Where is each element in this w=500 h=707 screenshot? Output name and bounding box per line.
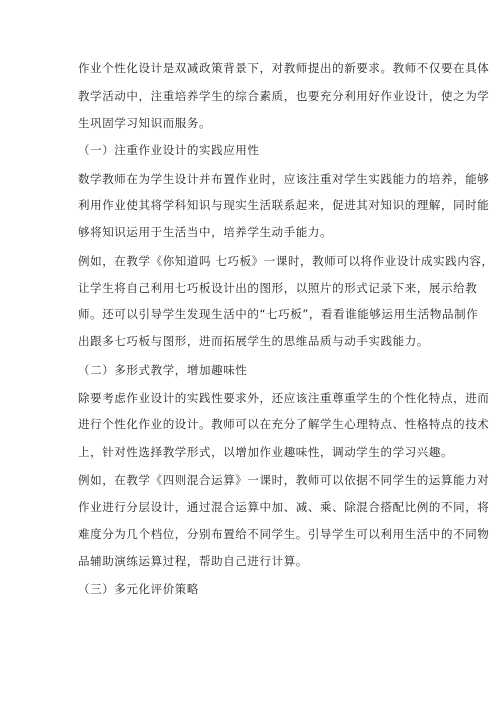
paragraph-line: 让学生将自己利用七巧板设计出的图形，以照片的形式记录下来，展示给教 xyxy=(78,281,478,295)
section-heading: （一）注重作业设计的实践应用性 xyxy=(78,143,260,157)
paragraph-line: 利用作业使其将学科知识与现实生活联系起来，促进其对知识的理解，同时能 xyxy=(78,198,490,212)
paragraph-line: 生巩固学习知识而服务。 xyxy=(78,116,212,130)
paragraph-line: 作业个性化设计是双减政策背景下，对教师提出的新要求。教师不仅要在具体 xyxy=(78,61,490,75)
paragraph-line: 难度分为几个档位，分别布置给不同学生。引导学生可以利用生活中的不同物 xyxy=(78,527,490,541)
paragraph-line: 品辅助演练运算过程，帮助自己进行计算。 xyxy=(78,554,308,568)
paragraph-line: 作业进行分层设计，通过混合运算中加、减、乘、除混合搭配比例的不同，将 xyxy=(78,500,490,514)
paragraph-line: 除要考虑作业设计的实践性要求外，还应该注重尊重学生的个性化特点，进而 xyxy=(78,391,490,405)
paragraph-line: 教学活动中，注重培养学生的综合素质，也要充分利用好作业设计，使之为学 xyxy=(78,89,490,103)
paragraph-line: 出跟多七巧板与图形，进而拓展学生的思维品质与动手实践能力。 xyxy=(78,334,429,348)
section-heading: （三）多元化评价策略 xyxy=(78,582,199,596)
paragraph-line: 数学教师在为学生设计并布置作业时，应该注重对学生实践能力的培养，能够 xyxy=(78,172,490,186)
paragraph-line: 够将知识运用于生活当中，培养学生动手能力。 xyxy=(78,225,333,239)
section-heading: （二）多形式教学，增加趣味性 xyxy=(78,363,248,377)
paragraph-line: 师。还可以引导学生发现生活中的“七巧板”，看看谁能够运用生活物品制作 xyxy=(78,307,479,321)
paragraph-line: 例如，在教学《四则混合运算》一课时，教师可以依据不同学生的运算能力对 xyxy=(78,473,490,487)
paragraph-line: 进行个性化作业的设计。教师可以在充分了解学生心理特点、性格特点的技术 xyxy=(78,417,490,431)
paragraph-line: 例如，在教学《你知道吗 七巧板》一课时，教师可以将作业设计成实践内容， xyxy=(78,254,494,268)
paragraph-line: 上，针对性选择教学形式，以增加作业趣味性，调动学生的学习兴趣。 xyxy=(78,445,454,459)
